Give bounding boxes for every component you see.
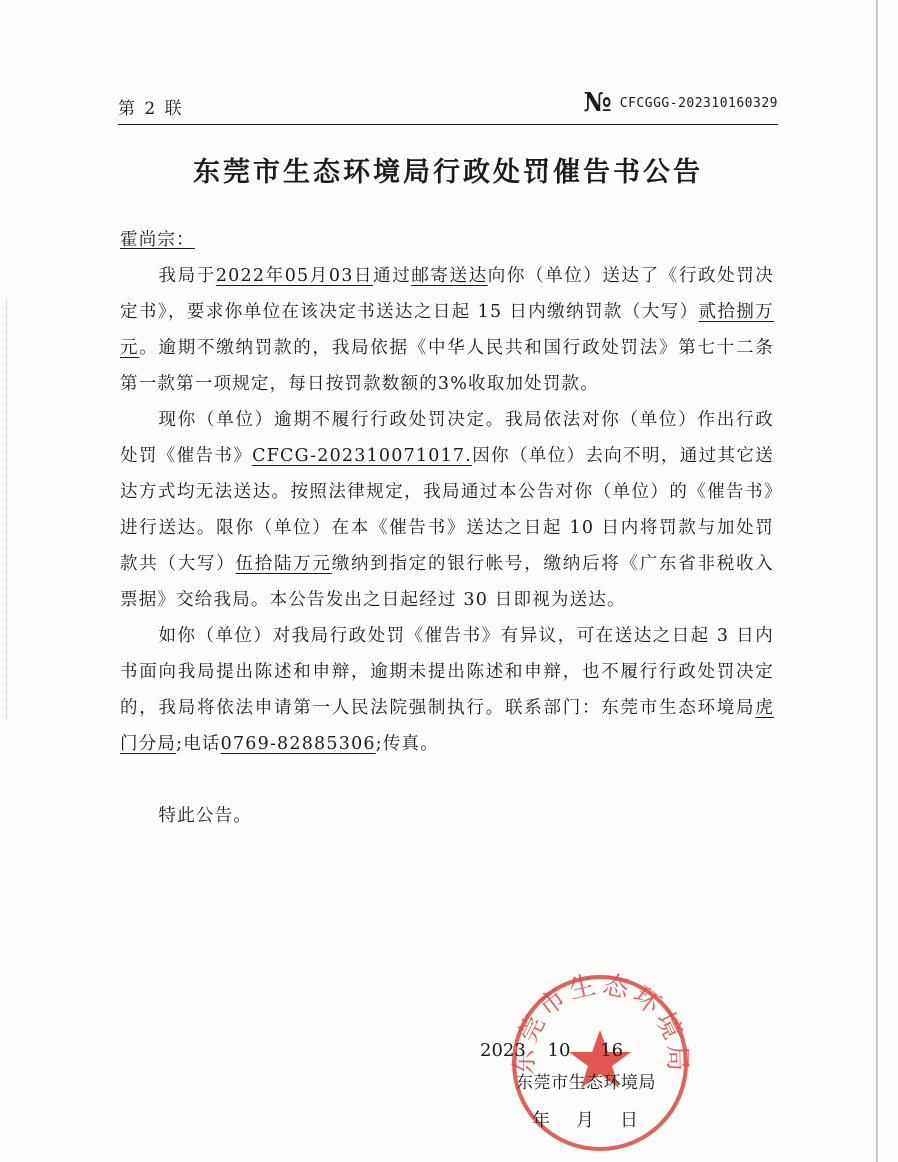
signature-day: 16 — [600, 1040, 624, 1061]
text-run: 向你（单位）送达了《行政处罚决定书》，要求你单位在该决定书送达之日起 15 日内缴纳罚款（大写） — [120, 266, 775, 322]
document-number — [584, 88, 778, 118]
paragraph-objection — [120, 618, 774, 762]
unit-day: 日 — [620, 1110, 638, 1131]
paper-edge — [876, 0, 878, 1162]
text-run: ;传真。 — [375, 734, 439, 754]
unit-month: 月 — [576, 1110, 594, 1131]
text-run: 。逾期不缴纳罚款的，我局依据《中华人民共和国行政处罚法》第七十二条第一款第一项规定，每日按罚款数额的3%收取加处罚款。 — [120, 338, 774, 394]
text-run: ;电话 — [176, 734, 221, 754]
contact-phone: 0769-82885306 — [220, 734, 376, 754]
closing-line: 特此公告。 — [158, 806, 252, 826]
number-symbol: № — [583, 88, 612, 118]
document-body — [120, 222, 774, 834]
issuing-authority: 东莞市生态环境局 — [516, 1073, 656, 1093]
contact-branch: 虎门分局 — [120, 698, 774, 754]
delivery-method: 邮寄送达 — [411, 266, 488, 286]
scan-margin-marks — [6, 300, 9, 720]
text-run: 通过 — [373, 266, 412, 286]
signature-date-numbers — [480, 1040, 629, 1061]
document-title: 东莞市生态环境局行政处罚催告书公告 — [193, 157, 703, 188]
total-amount: 伍拾陆万元 — [235, 554, 332, 574]
text-run: 缴纳到指定的银行帐号，缴纳后将《广东省非税收入票据》交给我局。本公告发出之日起经过 30 日即视为送达。 — [120, 554, 775, 610]
addressee-line — [120, 222, 774, 258]
document-number-value: CFCGGG-202310160329 — [619, 95, 778, 111]
paragraph-reminder-notice — [120, 402, 774, 618]
text-run: 因你（单位）去向不明，通过其它送达方式均无法送达。按照法律规定，我局通过本公告对你（单位）的《催告书》进行送达。限你（单位）在本《催告书》送达之日起 10 日内将罚款与加处罚款共（大写） — [120, 446, 774, 574]
text-run: 我局于 — [158, 266, 216, 286]
unit-year: 年 — [532, 1110, 550, 1131]
text-run: 如你（单位）对我局行政处罚《催告书》有异议，可在送达之日起 3 日内书面向我局提出陈述和申辩，逾期未提出陈述和申辩，也不履行行政处罚决定的，我局将依法申请第一人民法院强制执行。联系部门：东莞市生态环境局 — [120, 626, 774, 718]
text-run: 现你（单位）逾期不履行行政处罚决定。我局依法对你（单位）作出行政处罚《催告书》 — [120, 410, 774, 466]
addressee: 霍尚宗： — [120, 230, 195, 250]
fine-amount: 贰拾捌万元 — [120, 302, 774, 358]
signature-year: 2023 — [480, 1040, 526, 1061]
header-divider — [118, 124, 778, 125]
seal-text: 东莞市生态环境局 — [509, 969, 693, 1076]
signature-date-units — [532, 1106, 664, 1132]
document-header — [118, 88, 778, 128]
copy-label: 第 2 联 — [118, 99, 184, 119]
delivery-date: 2022年05月03日 — [215, 266, 374, 286]
signature-month: 10 — [547, 1040, 571, 1061]
paragraph-penalty-decision — [120, 258, 774, 402]
reminder-notice-number: CFCG-202310071017. — [252, 446, 473, 466]
